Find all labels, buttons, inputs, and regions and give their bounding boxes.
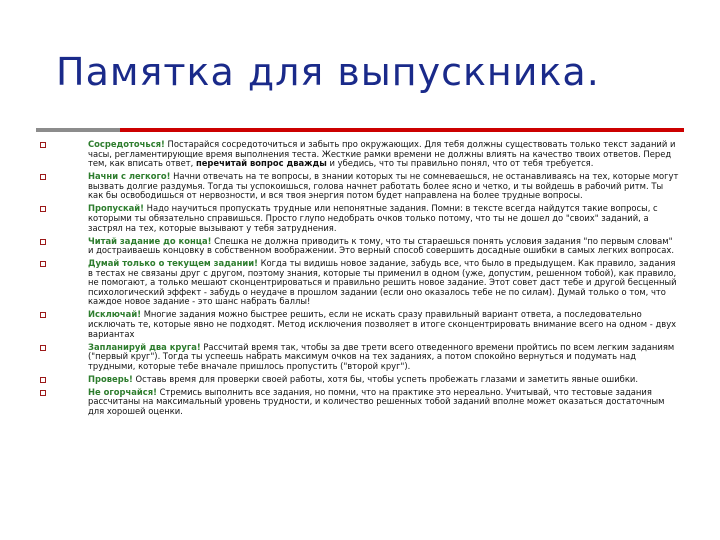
tip-lead: Думай только о текущем задании! [88, 258, 258, 269]
tip-text: Оставь время для проверки своей работы, хотя бы, чтобы успеть пробежать глазами и заметить явные ошибки. [132, 373, 638, 384]
tip-item-current-task [40, 259, 680, 307]
tip-item-read-to-end [40, 237, 680, 256]
tip-lead: Сосредоточься! [88, 139, 165, 149]
tips-list [40, 140, 680, 420]
square-bullet-icon [40, 206, 46, 212]
tip-text: Многие задания можно быстрее решить, если не искать сразу правильный вариант ответа, а последовательно исключать те, которые явно не подходят. Метод исключения позволяет в итоге сконцентрировать внимание всего на одном - двух вариантах [88, 309, 677, 339]
tip-text: Надо научиться пропускать трудные или непонятные задания. Помни: в тексте всегда найдутся такие вопросы, с которыми ты обязательно справишься. Просто глупо недобрать очков только потому, что ты не дошел до "своих" заданий, а застрял на тех, которые вызывают у тебя затруднения. [88, 203, 658, 233]
tip-item-skip [40, 204, 680, 233]
tip-lead: Читай задание до конца! [88, 235, 212, 246]
title-divider-red [120, 128, 684, 132]
tip-item-dont-worry [40, 388, 680, 417]
title-divider-gray [36, 128, 120, 132]
tip-lead: Исключай! [88, 309, 142, 320]
slide-title: Памятка для выпускника. [56, 50, 600, 94]
square-bullet-icon [40, 390, 46, 396]
tip-text: Стремись выполнить все задания, но помни, что на практике это нереально. Учитывай, что тестовые задания рассчитаны на максимальный уровень трудности, и количество решенных тобой заданий вполне может оказаться достаточным для хорошей оценки. [88, 386, 665, 416]
tip-lead: Не огорчайся! [88, 386, 157, 397]
square-bullet-icon [40, 239, 46, 245]
square-bullet-icon [40, 377, 46, 383]
square-bullet-icon [40, 345, 46, 351]
tip-text: Когда ты видишь новое задание, забудь все, что было в предыдущем. Как правило, задания в тестах не связаны друг с другом, поэтому знания, которые ты применил в одном (уже, допустим, решенном тобой), как правило, не помогают, а только мешают сконцентрироваться и правильно решить новое задание. Этот совет даст тебе и другой бесценный психологический эффект - забудь о неудаче в прошлом задании (если оно оказалось тебе не по силам). Думай только о том, что каждое новое задание - это шанс набрать баллы! [88, 258, 677, 307]
tip-lead: Запланируй два круга! [88, 341, 201, 352]
tip-lead: Начни с легкого! [88, 171, 171, 182]
tip-item-exclude [40, 310, 680, 339]
tip-highlight: перечитай вопрос дважды [195, 158, 327, 169]
tip-item-start-easy [40, 172, 680, 201]
tip-tail: и убедись, что ты правильно понял, что от тебя требуется. [326, 158, 594, 169]
square-bullet-icon [40, 312, 46, 318]
tip-text: Постарайся сосредоточиться и забыть про окружающих. Для тебя должны существовать только текст заданий и часы, регламентирующие время выполнения теста. Жесткие рамки времени не должны влиять на качество твоих ответов. Перед тем, как вписать ответ, [88, 139, 676, 169]
tip-text: Рассчитай время так, чтобы за две трети всего отведенного времени пройтись по всем легким заданиям ("первый круг"). Тогда ты успеешь набрать максимум очков на тех заданиях, а потом спокойно вернуться и подумать над трудными, которые тебе вначале пришлось пропустить ("второй круг"). [88, 341, 675, 371]
tip-text: Начни отвечать на те вопросы, в знании которых ты не сомневаешься, не останавливаясь на тех, которые могут вызвать долгие раздумья. Тогда ты успокоишься, голова начнет работать более ясно и четко, и ты войдешь в рабочий ритм. Ты как бы освободишься от нервозности, и вся твоя энергия потом будет направлена на более трудные вопросы. [88, 171, 679, 201]
square-bullet-icon [40, 174, 46, 180]
tip-item-focus [40, 140, 680, 169]
tip-item-check [40, 375, 680, 385]
tip-text: Спешка не должна приводить к тому, что ты стараешься понять условия задания "по первым словам" и достраиваешь концовку в собственном воображении. Это верный способ совершить досадные ошибки в самых легких вопросах. [88, 235, 675, 256]
tip-lead: Пропускай! [88, 203, 144, 214]
tip-item-two-rounds [40, 343, 680, 372]
square-bullet-icon [40, 261, 46, 267]
square-bullet-icon [40, 142, 46, 148]
tip-lead: Проверь! [88, 373, 133, 384]
